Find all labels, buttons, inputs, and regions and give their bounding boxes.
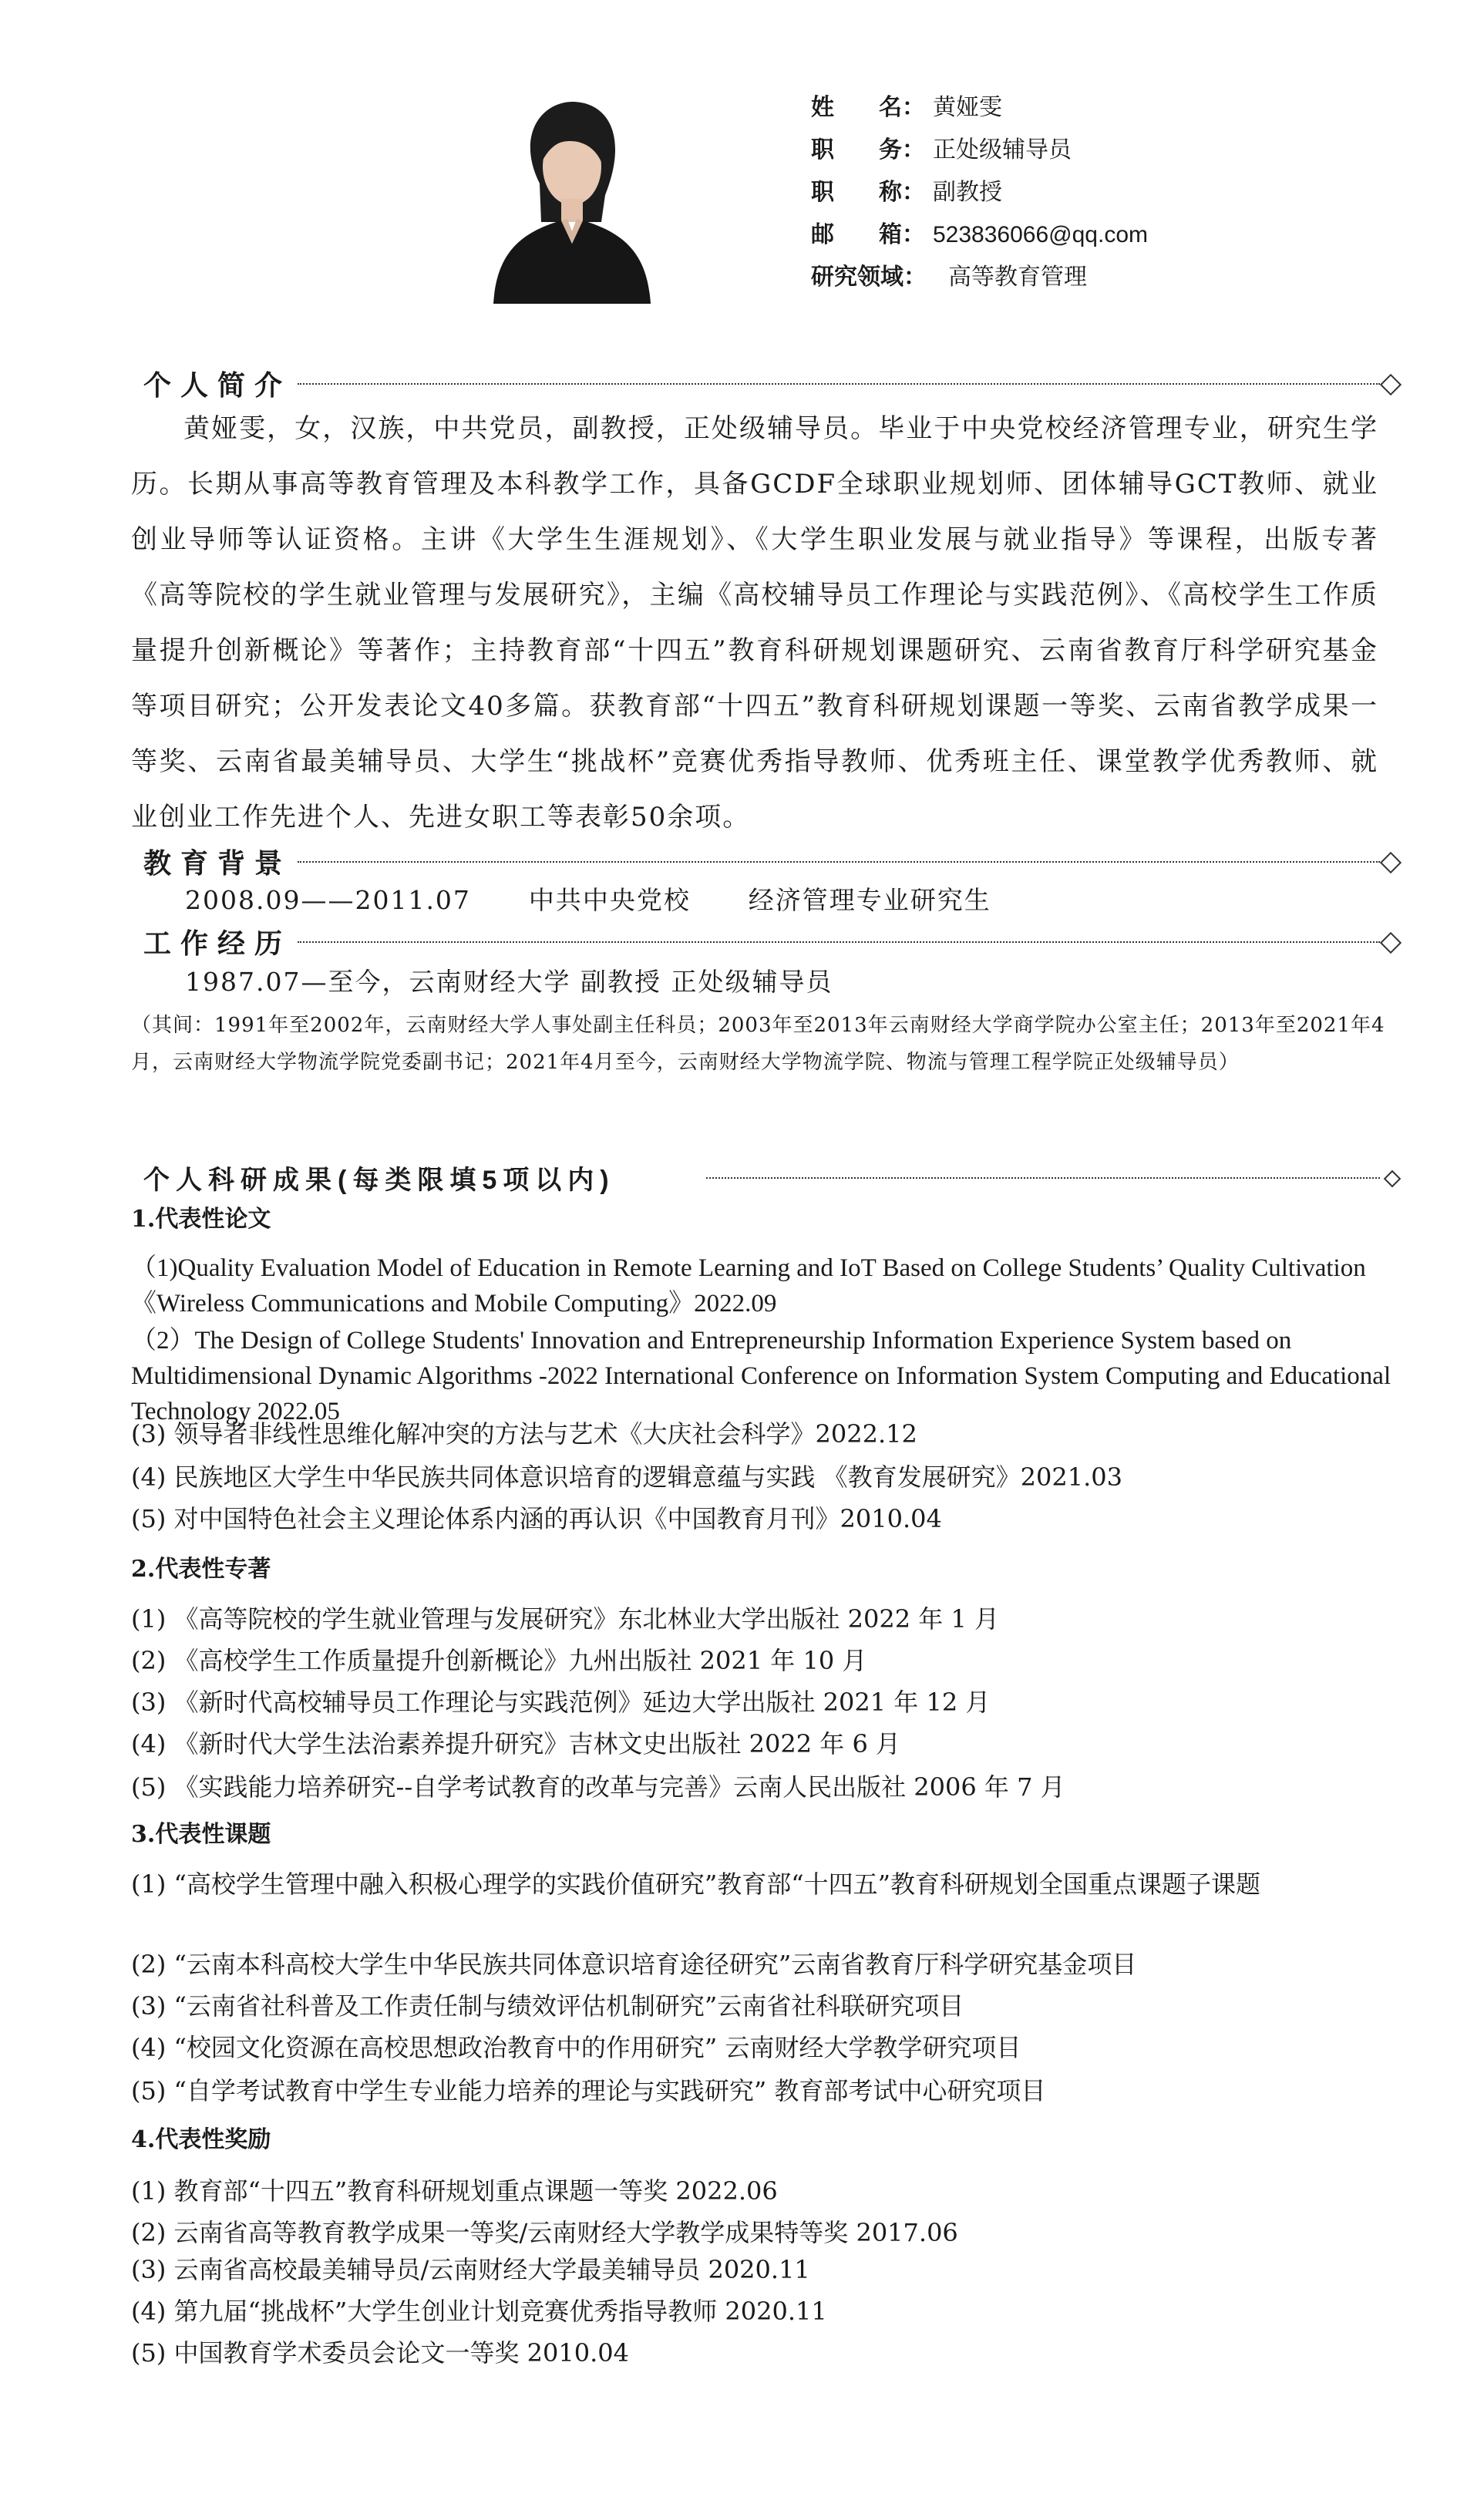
- diamond-icon: [1384, 1170, 1402, 1188]
- projects-heading: 3.代表性课题: [131, 1821, 271, 1848]
- project-item: (4) “校园文化资源在高校思想政治教育中的作用研究” 云南财经大学教学研究项目: [131, 2033, 1021, 2062]
- book-item: (2) 《高校学生工作质量提升创新概论》九州出版社 2021 年 10 月: [131, 1646, 867, 1675]
- rank-value: 副教授: [933, 180, 1002, 205]
- paper-item: （1)Quality Evaluation Model of Education in Remote Learning and IoT Based on College Students’ Quality Cultivation《Wireless Communications and Mobile Computing》2022.09: [131, 1254, 1366, 1318]
- name-row: [811, 86, 1148, 129]
- section-research: [143, 1159, 1408, 1195]
- diamond-icon: [1380, 852, 1402, 873]
- rank-row: [811, 171, 1148, 214]
- field-label: 研究领域：: [811, 264, 927, 290]
- paper-item: (5) 对中国特色社会主义理论体系内涵的再认识《中国教育月刊》2010.04: [131, 1504, 942, 1533]
- award-item: (2) 云南省高等教育教学成果一等奖/云南财经大学教学成果特等奖 2017.06: [131, 2218, 958, 2247]
- award-item: (5) 中国教育学术委员会论文一等奖 2010.04: [131, 2338, 630, 2368]
- book-item: (1) 《高等院校的学生就业管理与发展研究》东北林业大学出版社 2022 年 1 月: [131, 1604, 999, 1634]
- education-entry: 2008.09——2011.07 中共中央党校 经济管理专业研究生: [185, 885, 991, 915]
- work-entry: 1987.07—至今，云南财经大学 副教授 正处级辅导员: [185, 967, 833, 997]
- email-row: [811, 214, 1148, 256]
- paper-item: (3) 领导者非线性思维化解冲突的方法与艺术《大庆社会科学》2022.12: [131, 1419, 917, 1449]
- section-divider: [298, 941, 1380, 943]
- section-divider: [706, 1177, 1380, 1179]
- section-title: 教育背景: [143, 846, 292, 879]
- paper-item: (4) 民族地区大学生中华民族共同体意识培育的逻辑意蕴与实践 《教育发展研究》2021.03: [131, 1462, 1123, 1492]
- award-item: (4) 第九届“挑战杯”大学生创业计划竞赛优秀指导教师 2020.11: [131, 2297, 827, 2326]
- section-education: [143, 843, 1408, 879]
- section-divider: [298, 383, 1380, 385]
- section-intro: [143, 365, 1408, 401]
- diamond-icon: [1380, 374, 1402, 395]
- award-item: (3) 云南省高校最美辅导员/云南财经大学最美辅导员 2020.11: [131, 2255, 810, 2284]
- book-item: (4) 《新时代大学生法治素养提升研究》吉林文史出版社 2022 年 6 月: [131, 1729, 900, 1758]
- section-work: [143, 924, 1408, 959]
- book-item: (3) 《新时代高校辅导员工作理论与实践范例》延边大学出版社 2021 年 12 月: [131, 1688, 991, 1717]
- award-item: (1) 教育部“十四五”教育科研规划重点课题一等奖 2022.06: [131, 2176, 778, 2206]
- email-label: 邮 箱：: [811, 222, 925, 247]
- diamond-icon: [1380, 932, 1402, 954]
- project-item: (2) “云南本科高校大学生中华民族共同体意识培育途径研究”云南省教育厅科学研究基金项目: [131, 1950, 1137, 1979]
- bio-paragraph: 黄娅雯，女，汉族，中共党员，副教授，正处级辅导员。毕业于中央党校经济管理专业，研究生学历。长期从事高等教育管理及本科教学工作，具备GCDF全球职业规划师、团体辅导GCT教师、就业创业导师等认证资格。主讲《大学生生涯规划》、《大学生职业发展与就业指导》等课程，出版专著《高等院校的学生就业管理与发展研究》，主编《高校辅导员工作理论与实践范例》、《高校学生工作质量提升创新概论》等著作；主持教育部“十四五”教育科研规划课题研究、云南省教育厅科学研究基金等项目研究；公开发表论文40多篇。获教育部“十四五”教育科研规划课题一等奖、云南省教学成果一等奖、云南省最美辅导员、大学生“挑战杯”竞赛优秀指导教师、优秀班主任、课堂教学优秀教师、就业创业工作先进个人、先进女职工等表彰50余项。: [131, 413, 1378, 833]
- project-item: (3) “云南省社科普及工作责任制与绩效评估机制研究”云南省社科联研究项目: [131, 1991, 964, 2021]
- project-item: (5) “自学考试教育中学生专业能力培养的理论与实践研究” 教育部考试中心研究项目: [131, 2076, 1046, 2105]
- name-value: 黄娅雯: [933, 95, 1002, 120]
- field-value: 高等教育管理: [948, 264, 1087, 290]
- email-value[interactable]: 523836066@qq.com: [933, 222, 1148, 247]
- rank-label: 职 称：: [811, 180, 925, 205]
- title-label: 职 务：: [811, 137, 925, 163]
- section-divider: [298, 861, 1380, 863]
- paper-item: （2）The Design of College Students' Innovation and Entrepreneurship Information Experience System based on Multidimensional Dynamic Algorithms -2022 International Conference on Information System Computing and Educational Technology 2022.05: [131, 1327, 1391, 1425]
- title-row: [811, 129, 1148, 171]
- books-heading: 2.代表性专著: [131, 1556, 271, 1583]
- field-row: [811, 256, 1148, 298]
- book-item: (5) 《实践能力培养研究--自学考试教育的改革与完善》云南人民出版社 2006 年 7 月: [131, 1772, 1065, 1802]
- profile-info: [811, 86, 1148, 298]
- section-title: 个人简介: [143, 369, 292, 401]
- name-label: 姓 名：: [811, 95, 925, 120]
- work-note: （其间：1991年至2002年，云南财经大学人事处副主任科员；2003年至2013年云南财经大学商学院办公室主任；2013年至2021年4月，云南财经大学物流学院党委副书记；2021年4月至今，云南财经大学物流学院、物流与管理工程学院正处级辅导员）: [131, 1014, 1385, 1074]
- section-title: 个人科研成果(每类限填5项以内): [143, 1165, 615, 1195]
- project-item: (1) “高校学生管理中融入积极心理学的实践价值研究”教育部“十四五”教育科研规划全国重点课题子课题: [131, 1870, 1260, 1899]
- awards-heading: 4.代表性奖励: [131, 2126, 271, 2153]
- section-title: 工作经历: [143, 927, 292, 959]
- papers-heading: 1.代表性论文: [131, 1206, 271, 1233]
- title-value: 正处级辅导员: [933, 137, 1072, 163]
- profile-photo: [486, 91, 657, 304]
